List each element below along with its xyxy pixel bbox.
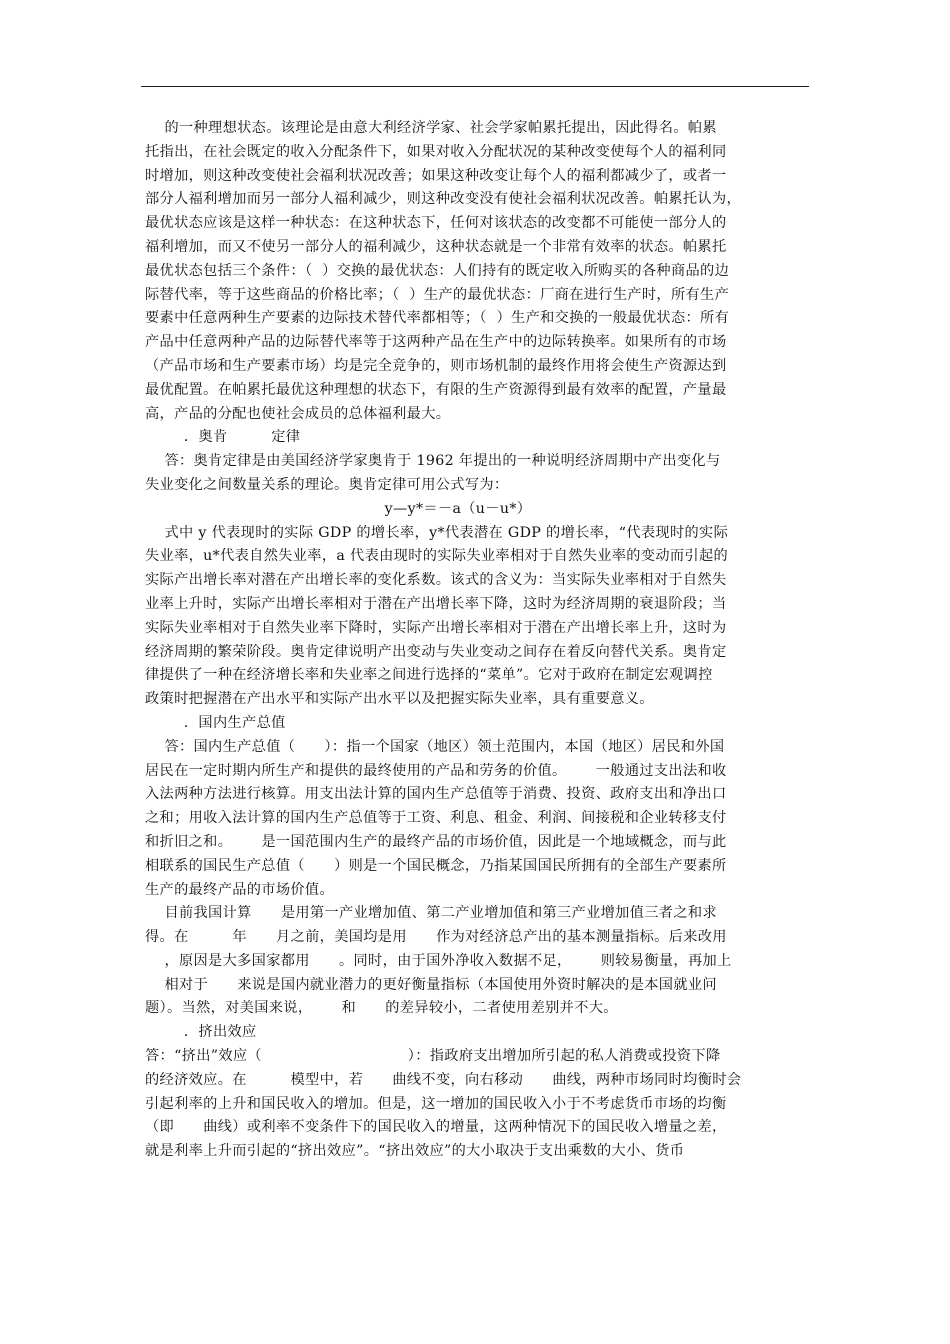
text-line: 业率上升时，实际产出增长率相对于潜在产出增长率下降，这时为经济周期的衰退阶段；当: [145, 595, 727, 612]
text-line: 答：奥肯定律是由美国经济学家奥肯于 1962 年提出的一种说明经济周期中产出变化与: [145, 453, 721, 470]
header-rule: [141, 86, 809, 87]
text-line: 际替代率，等于这些商品的价格比率；（ ）生产的最优状态：厂商在进行生产时，所有生产: [145, 286, 730, 303]
text-line: 要素中任意两种生产要素的边际技术替代率都相等；（ ）生产和交换的一般最优状态：所有: [145, 310, 730, 327]
text-line: 部分人福利增加而另一部分人福利减少，则这种改变没有使社会福利状况改善。帕累托认为，: [145, 191, 742, 208]
formula-line: y—y*＝－a（u－u*）: [384, 500, 532, 517]
text-line: 和折旧之和。 是一国范围内生产的最终产品的市场价值，因此是一个地域概念，而与此: [145, 833, 727, 850]
text-line: 托指出，在社会既定的收入分配条件下，如果对收入分配状况的某种改变使每个人的福利同: [145, 143, 727, 160]
text-line: 答：“挤出”效应（ ）：指政府支出增加所引起的私人消费或投资下降: [145, 1048, 721, 1065]
text-line: 经济周期的繁荣阶段。奥肯定律说明产出变动与失业变动之间存在着反向替代关系。奥肯定: [145, 643, 727, 660]
text-line: （产品市场和生产要素市场）均是完全竞争的，则市场机制的最终作用将会使生产资源达到: [145, 357, 727, 374]
text-line: 福利增加，而又不使另一部分人的福利减少，这种状态就是一个非常有效率的状态。帕累托: [145, 238, 727, 255]
text-line: 实际产出增长率对潜在产出增长率的变化系数。该式的含义为：当实际失业率相对于自然失: [145, 572, 727, 589]
text-line: 就是利率上升而引起的“挤出效应”。“挤出效应”的大小取决于支出乘数的大小、货币: [145, 1143, 685, 1160]
text-line: 相联系的国民生产总值（ ）则是一个国民概念，乃指某国国民所拥有的全部生产要素所: [145, 857, 727, 874]
text-line: 答：国内生产总值（ ）：指一个国家（地区）领土范围内，本国（地区）居民和外国: [145, 738, 725, 755]
text-line: 最优配置。在帕累托最优这种理想的状态下，有限的生产资源得到最有效率的配置，产量最: [145, 381, 727, 398]
text-line: 高，产品的分配也使社会成员的总体福利最大。: [145, 405, 451, 422]
section-heading-crowding-out: ．挤出效应: [145, 1024, 257, 1041]
text-line: 产品中任意两种产品的边际替代率等于这两种产品在生产中的边际转换率。如果所有的市场: [145, 334, 727, 351]
text-line: 律提供了一种在经济增长率和失业率之间进行选择的“菜单”。它对于政府在制定宏观调控: [145, 667, 713, 684]
section-heading-gdp: ．国内生产总值: [145, 714, 286, 731]
text-line: （即 曲线）或利率不变条件下的国民收入的增量，这两种情况下的国民收入增量之差，: [145, 1119, 727, 1136]
text-line: 居民在一定时期内所生产和提供的最终使用的产品和劳务的价值。 一般通过支出法和收: [145, 762, 727, 779]
text-line: 时增加，则这种改变使社会福利状况改善；如果这种改变让每个人的福利都减少了，或者一: [145, 167, 727, 184]
text-line: 目前我国计算 是用第一产业增加值、第二产业增加值和第三产业增加值三者之和求: [145, 905, 717, 922]
text-line: 题）。当然，对美国来说， 和 的差异较小，二者使用差别并不大。: [145, 1000, 618, 1017]
text-line: ，原因是大多国家都用 。同时，由于国外净收入数据不足， 则较易衡量，再加上: [145, 952, 732, 969]
text-line: 相对于 来说是国内就业潜力的更好衡量指标（本国使用外资时解决的是本国就业问: [145, 976, 717, 993]
text-line: 最优状态应该是这样一种状态：在这种状态下，任何对该状态的改变都不可能使一部分人的: [145, 215, 727, 232]
text-line: 式中 y 代表现时的实际 GDP 的增长率，y*代表潜在 GDP 的增长率，“代表现时的实际: [145, 524, 729, 541]
text-line: 生产的最终产品的市场价值。: [145, 881, 334, 898]
text-line: 失业变化之间数量关系的理论。奥肯定律可用公式写为：: [145, 476, 509, 493]
text-line: 的经济效应。在 模型中，若 曲线不变，向右移动 曲线，两种市场同时均衡时会: [145, 1071, 742, 1088]
text-line: 政策时把握潜在产出水平和实际产出水平以及把握实际失业率，具有重要意义。: [145, 691, 654, 708]
text-line: 最优状态包括三个条件：（ ）交换的最优状态：人们持有的既定收入所购买的各种商品的边: [145, 262, 730, 279]
text-line: 的一种理想状态。该理论是由意大利经济学家、社会学家帕累托提出，因此得名。帕累: [145, 120, 717, 136]
text-line: 失业率，u*代表自然失业率，a 代表由现时的实际失业率相对于自然失业率的变动而引起的: [145, 548, 729, 565]
section-heading-okun: ．奥肯 定律: [145, 429, 301, 446]
text-line: 之和；用收入法计算的国内生产总值等于工资、利息、租金、利润、间接税和企业转移支付: [145, 810, 727, 827]
text-line: 实际失业率相对于自然失业率下降时，实际产出增长率相对于潜在产出增长率上升，这时为: [145, 619, 727, 636]
text-line: 入法两种方法进行核算。用支出法计算的国内生产总值等于消费、投资、政府支出和净出口: [145, 786, 727, 803]
text-line: 引起利率的上升和国民收入的增加。但是，这一增加的国民收入小于不考虑货币市场的均衡: [145, 1095, 727, 1112]
text-line: 得。在 年 月之前，美国均是用 作为对经济总产出的基本测量指标。后来改用: [145, 929, 727, 946]
document-body: [145, 117, 771, 1164]
